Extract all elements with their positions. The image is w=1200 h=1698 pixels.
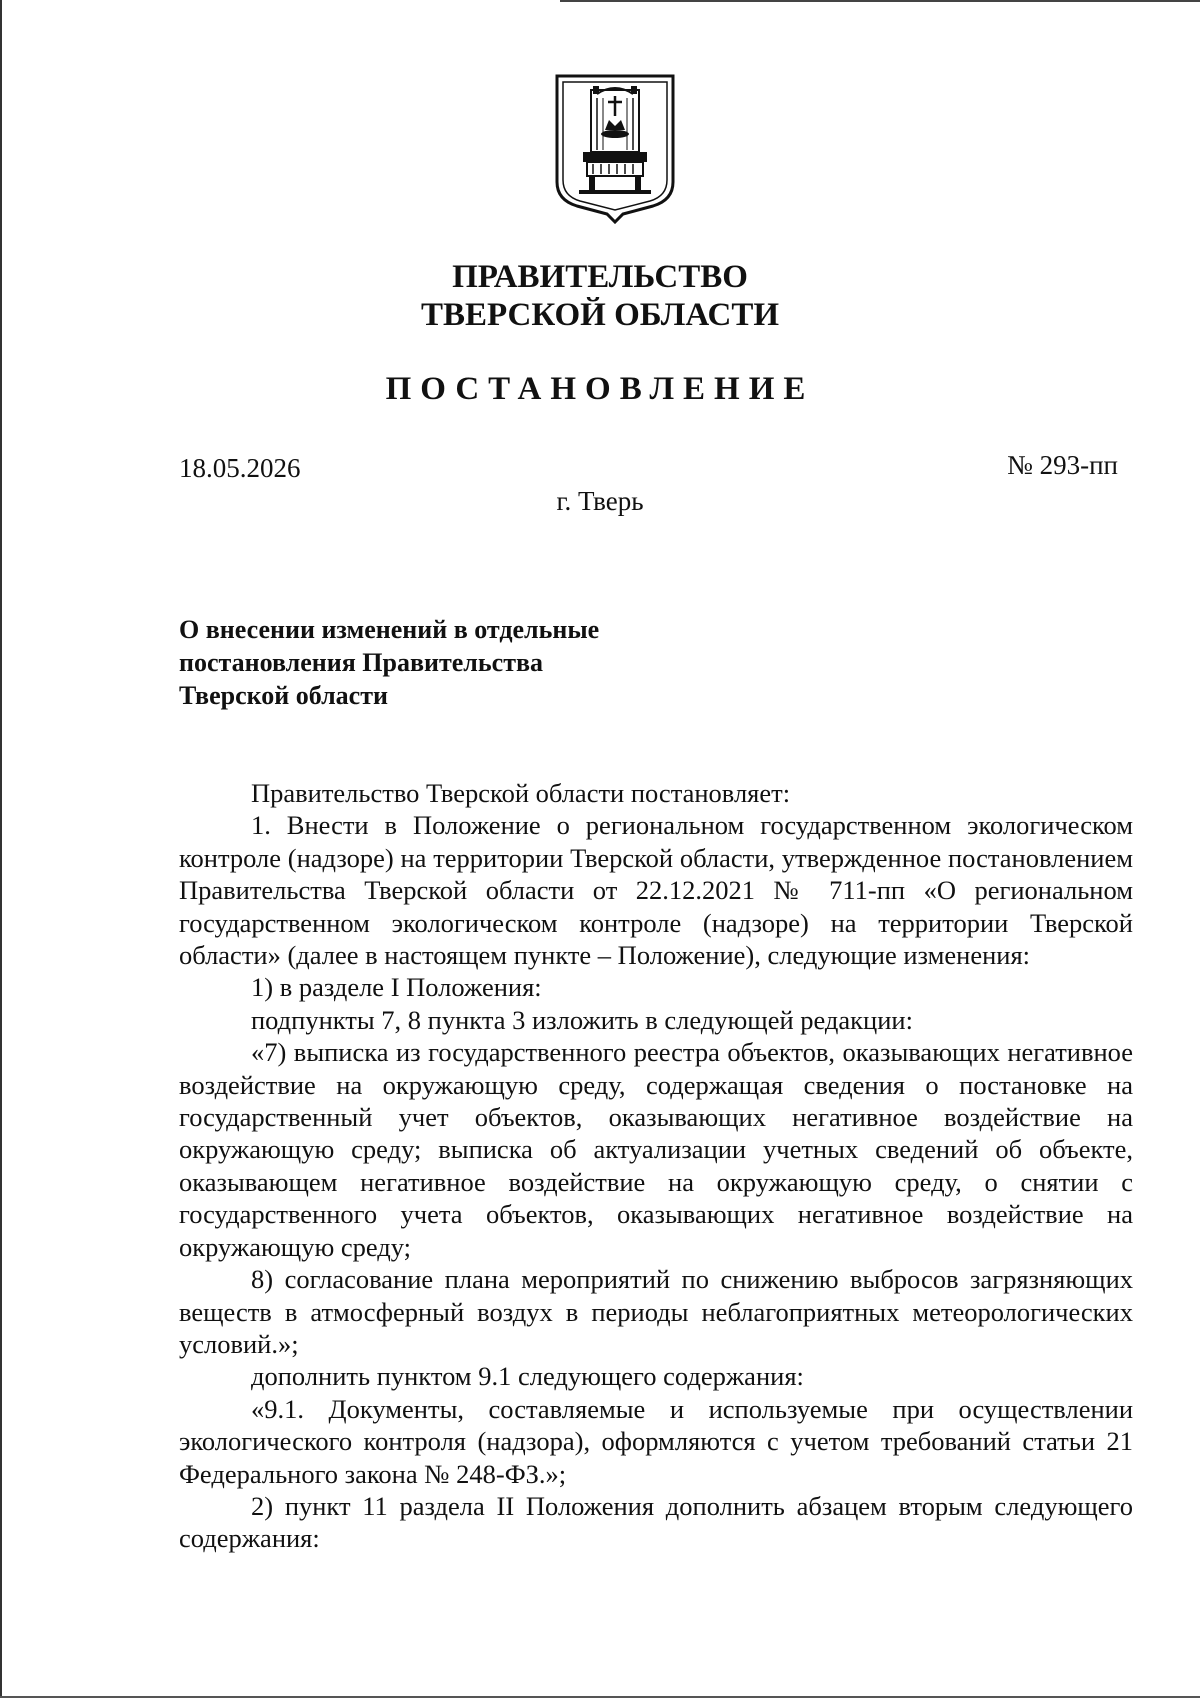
government-title-line1: ПРАВИТЕЛЬСТВО (452, 259, 748, 295)
government-title (0, 258, 1200, 334)
paragraph-preamble: Правительство Тверской области постановляет: (251, 778, 791, 808)
subject-line3: Тверской области (179, 681, 388, 710)
paragraph-subitem-1: 1) в разделе I Положения: (251, 972, 542, 1003)
paragraph-9-1: «9.1. Документы, составляемые и используемые при осуществлении экологического контроля (надзора), оформляются с учетом требований статьи 21 Федерального закона № 248-ФЗ.»; (179, 1393, 1133, 1489)
paragraph-subitem-2: 2) пункт 11 раздела II Положения дополнить абзацем вторым следующего содержания: (179, 1490, 1133, 1554)
document-body (179, 777, 1133, 1555)
government-title-line2: ТВЕРСКОЙ ОБЛАСТИ (420, 297, 780, 333)
document-number: № 293-пп (1007, 450, 1118, 480)
subject-line2: постановления Правительства (179, 648, 543, 677)
subject-line1: О внесении изменений в отдельные (179, 615, 600, 644)
scan-edge-left (0, 0, 2, 1698)
paragraph-subitems-7-8: подпункты 7, 8 пункта 3 изложить в следующей редакции: (251, 1004, 913, 1035)
document-type: ПОСТАНОВЛЕНИЕ (385, 371, 815, 407)
document-subject (179, 613, 779, 712)
coat-of-arms-icon (553, 72, 677, 224)
paragraph-subitem-7: «7) выписка из государственного реестра объектов, оказывающих негативное воздействие на окружающую среду, содержащая сведения о постановке на государственный учет объектов, оказывающих негативное воздействие на окружающую среду; выписка об актуализации учетных сведений об объекте, оказывающем негативное воздействие на окружающую среду, о снятии с государственного учета объектов, оказывающих негативное воздействие на окружающую среду; (179, 1037, 1133, 1262)
paragraph-item-1: 1. Внести в Положение о региональном государственном экологическом контроле (надзоре) на территории Тверской области, утвержденное постановлением Правительства Тверской области от 22.12.2021 № 711-пп «О региональном государственном экологическом контроле (надзоре) на территории Тверской области» (далее в настоящем пункте – Положение), следующие изменения: (179, 810, 1133, 971)
document-city: г. Тверь (556, 486, 644, 516)
paragraph-subitem-8: 8) согласование плана мероприятий по снижению выбросов загрязняющих веществ в атмосферный воздух в периоды неблагоприятных метеорологических условий.»; (179, 1264, 1133, 1359)
scan-edge-top (560, 0, 1200, 2)
document-date: 18.05.2026 (179, 453, 301, 483)
paragraph-add-9-1: дополнить пунктом 9.1 следующего содержания: (251, 1361, 804, 1392)
